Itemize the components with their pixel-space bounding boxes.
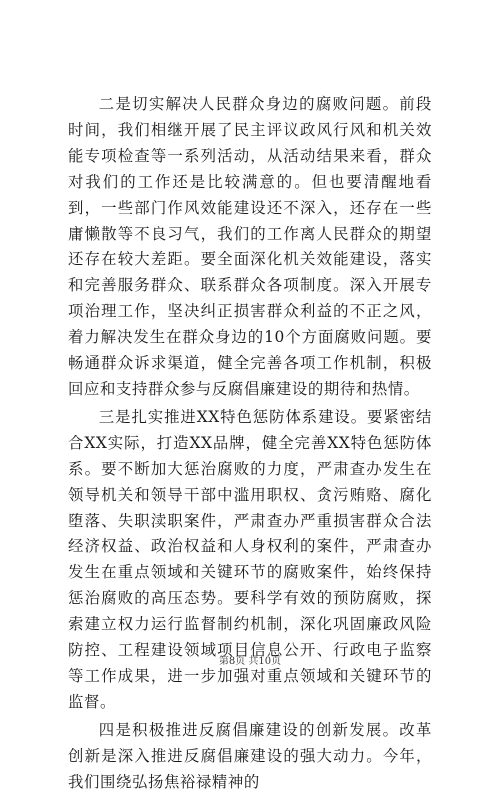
paragraph-3: 三是扎实推进XX特色惩防体系建设。要紧密结合XX实际，打造XX品牌，健全完善XX特色惩防体系。要不断加大惩治腐败的力度，严肃查办发生在领导机关和领导干部中滥用职权、贪污贿赂、腐化堕落、失职渎职案件，严肃查办严重损害群众合法经济权益、政治权益和人身权利的案件，严肃查办发生在重点领域和关键环节的腐败案件，始终保持惩治腐败的高压态势。要科学有效的预防腐败，探索建立权力运行监督制约机制，深化巩固廉政风险防控、工程建设领域项目信息公开、行政电子监察等工作成果，进一步加强对重点领域和关键环节的监督。 — [68, 407, 432, 711]
paragraph-2: 二是切实解决人民群众身边的腐败问题。前段时间，我们相继开展了民主评议政风行风和机关效能专项检查等一系列活动，从活动结果来看，群众对我们的工作还是比较满意的。但也要清醒地看到，一些部门作风效能建设还不深入，还存在一些庸懒散等不良习气，我们的工作离人民群众的期望还存在较大差距。要全面深化机关效能建设，落实和完善服务群众、联系群众各项制度。深入开展专项治理工作，坚决纠正损害群众利益的不正之风，着力解决发生在群众身边的10个方面腐败问题。要畅通群众诉求渠道，健全完善各项工作机制，积极回应和支持群众参与反腐倡廉建设的期待和热情。 — [68, 95, 432, 398]
paragraph-4: 四是积极推进反腐倡廉建设的创新发展。改革创新是深入推进反腐倡廉建设的强大动力。今年，我们围绕弘扬焦裕禄精神的 — [68, 720, 432, 791]
body-text — [68, 92, 432, 797]
page-footer: 第8页 共10页 — [218, 656, 282, 667]
